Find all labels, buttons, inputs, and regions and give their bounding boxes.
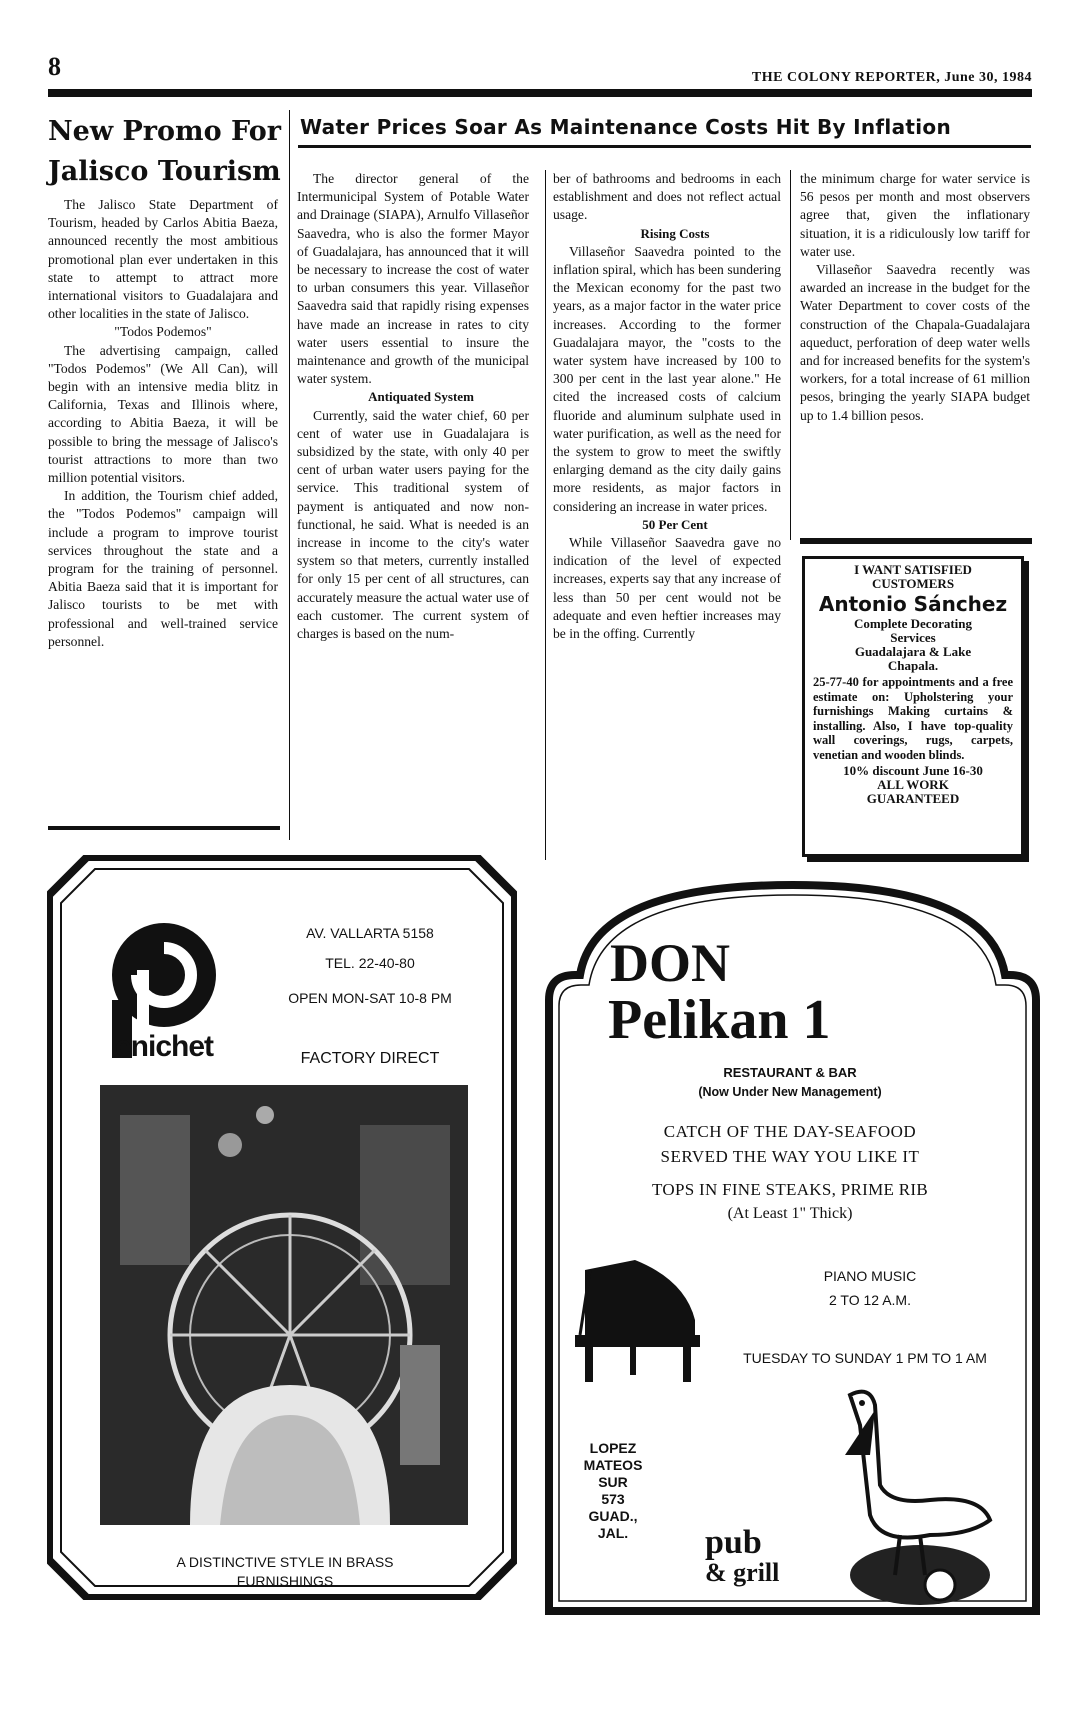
pelikan-address-6: JAL.	[597, 1525, 629, 1541]
jalisco-headline-line-1: New Promo For	[48, 116, 281, 147]
sanchez-discount: 10% discount June 16-30	[843, 763, 983, 778]
penichet-tagline	[100, 1553, 470, 1591]
pelikan-piano-1: PIANO MUSIC	[823, 1268, 917, 1284]
jalisco-paragraph-1: The Jalisco State Department of Tourism, headed by Carlos Abitia Baeza, announced recently the most ambitious promotional plan ever undertaken in this state to attempt to attract more international visitors to Guadalajara and other localities in the state of Jalisco.	[48, 197, 278, 322]
water-subhead-antiquated: Antiquated System	[368, 389, 474, 405]
pelikan-address-1: LOPEZ	[589, 1440, 637, 1456]
pelikan-address-5: GUAD.,	[588, 1508, 638, 1524]
water-c2-paragraph-1: Villaseñor Saavedra pointed to the inflation spiral, which has been sundering the Mexican economy for the past two years, as a major factor in the water price increases. According to the former Guadalajara mayor, the "costs to the water system have increased by 100 to 300 per cent in the last year alone." He cited the increased costs of calcium fluoride and aluminum sulphate used in water purification, as well as the need for the system to grow to meet the swiftly enlarging demand as the city daily gains more residents, as major factors in considering an increase in water prices.	[553, 243, 781, 514]
water-c1-paragraph-2: Currently, said the water chief, 60 per cent of water use in Guadalajara is subsidized by the state, with only 40 per cent of urban water users paying for the service. This traditional system of payment is antiquated and now non-functional, he said. What is needed is an increase in income to the city's water system so that meters, currently installed for only 15 per cent of all structures, can accurately measure the actual water use of each customer. The current system of charges is based on the num-	[297, 407, 529, 642]
masthead-rule	[48, 89, 1032, 97]
column-rule-1	[289, 110, 290, 840]
penichet-hours: OPEN MON-SAT 10-8 PM	[288, 990, 452, 1006]
water-c1-paragraph-1: The director general of the Intermunicipal System of Potable Water and Drainage (SIAPA), Arnulfo Villaseñor Saavedra, who is also the former Mayor of Guadalajara, has announced that it will be necessary to increase the cost of water to urban consumers this year. Villaseñor Saavedra said that rapidly rising expenses have made an increase in rates to city water users essential to insure the maintenance and growth of the municipal water system.	[297, 171, 529, 387]
pelikan-management: (Now Under New Management)	[698, 1085, 882, 1099]
column-rule-3	[790, 170, 791, 540]
pelikan-catch-2: SERVED THE WAY YOU LIKE IT	[660, 1147, 920, 1166]
page-number: 8	[48, 52, 61, 81]
water-subhead-rising: Rising Costs	[640, 225, 710, 241]
sanchez-line-4: Services	[890, 630, 936, 645]
column-rule-2	[545, 170, 546, 860]
pelikan-address-4: 573	[601, 1491, 625, 1507]
water-column-1	[297, 170, 529, 643]
pelikan-piano-2: 2 TO 12 A.M.	[829, 1292, 911, 1308]
penichet-tagline-1: A DISTINCTIVE STYLE IN BRASS	[176, 1554, 394, 1570]
sanchez-name: Antonio Sánchez	[818, 592, 1008, 616]
jalisco-paragraph-2: The advertising campaign, called "Todos Podemos" (We All Can), will begin with an intensive media blitz in California, Texas and Illinois where, according to Abitia Baeza, it will be possible to bring the message of Jalisco's tourist attractions to more than two million potential visitors.	[48, 342, 278, 486]
penichet-factory: FACTORY DIRECT	[300, 1050, 440, 1067]
sanchez-body: 25-77-40 for appointments and a free estimate on: Upholstering your furnishings Making curtains & installing. Also, I have top-quality wall coverings, rugs, carpets, venetian and wooden blinds.	[813, 675, 1013, 762]
penichet-address: AV. VALLARTA 5158	[306, 925, 434, 941]
water-headline: Water Prices Soar As Maintenance Costs Hit By Inflation	[300, 115, 951, 139]
pelikan-address-2: MATEOS	[583, 1457, 643, 1473]
water-column-3	[800, 170, 1030, 425]
water-c3-paragraph-1: Villaseñor Saavedra recently was awarded an increase in the budget for the Water Department to cover costs of the construction of the Chapala-Guadalajara aqueduct, perforation of deep water wells and for increased benefits for the system's workers, for a total increase of 61 million pesos, bringing the yearly SIAPA budget up to 1.4 billion pesos.	[800, 262, 1030, 423]
grand-piano-icon	[565, 1250, 705, 1390]
pelikan-days: TUESDAY TO SUNDAY 1 PM TO 1 AM	[743, 1350, 987, 1366]
water-end-rule	[800, 538, 1032, 544]
penichet-tagline-2: FURNISHINGS	[236, 1573, 334, 1589]
sanchez-ad	[802, 556, 1024, 857]
jalisco-paragraph-3: In addition, the Tourism chief added, the "Todos Podemos" campaign will include a program to improve tourist services throughout the state and a program for the training of personnel. Abitia Baeza said that it is important for Jalisco tourists to be met with professional and well-trained service personnel.	[48, 488, 278, 649]
water-column-2	[553, 170, 781, 643]
jalisco-headline-line-2: Jalisco Tourism	[48, 156, 281, 187]
pelikan-steaks: TOPS IN FINE STEAKS, PRIME RIB	[651, 1180, 928, 1199]
pelikan-address	[578, 1440, 648, 1542]
water-c3-paragraph-0: the minimum charge for water service is 56 pesos per month and most observers agree that, given the inflationary situation, it is a ridiculously low tariff for water use.	[800, 171, 1030, 259]
penichet-showroom-photo	[100, 1085, 468, 1525]
pub-grill-logo-1: pub	[705, 1524, 762, 1561]
pelikan-type: RESTAURANT & BAR	[723, 1065, 857, 1080]
pelikan-name-1: DON	[610, 933, 730, 993]
sanchez-guarantee-1: ALL WORK	[877, 777, 949, 792]
pelican-icon	[820, 1385, 1005, 1610]
sanchez-guarantee-2: GUARANTEED	[866, 791, 960, 806]
jalisco-headline	[48, 112, 288, 192]
water-c2-paragraph-0: ber of bathrooms and bedrooms in each establishment and does not reflect actual usage.	[553, 171, 781, 223]
pub-grill-logo	[705, 1524, 825, 1588]
brass-furnishings-illustration	[100, 1085, 468, 1525]
penichet-phone: TEL. 22-40-80	[325, 955, 415, 971]
pelikan-name-2: Pelikan 1	[608, 989, 831, 1051]
sanchez-line-1: I WANT SATISFIED	[854, 562, 972, 577]
water-subhead-50: 50 Per Cent	[642, 516, 708, 532]
sanchez-line-5: Guadalajara & Lake	[854, 644, 972, 659]
sanchez-line-3: Complete Decorating	[853, 616, 973, 631]
water-c2-paragraph-2: While Villaseñor Saavedra gave no indication of the level of expected increases, experts say that any increase of less than 50 per cent would not be adequate and even heftier increases may be in the offing. Currently	[553, 535, 781, 642]
jalisco-subhead: "Todos Podemos"	[114, 324, 212, 340]
sanchez-line-2: CUSTOMERS	[871, 576, 955, 591]
pelikan-catch-1: CATCH OF THE DAY-SEAFOOD	[663, 1122, 917, 1141]
masthead: THE COLONY REPORTER, June 30, 1984	[751, 70, 1032, 85]
penichet-logo-text: enichet	[115, 1030, 214, 1063]
pelikan-address-3: SUR	[598, 1474, 628, 1490]
jalisco-end-rule	[48, 826, 280, 830]
sanchez-line-6: Chapala.	[887, 658, 939, 673]
pub-grill-logo-2: & grill	[705, 1558, 780, 1587]
jalisco-article	[48, 196, 278, 651]
pelikan-thick: (At Least 1" Thick)	[727, 1205, 853, 1222]
water-headline-rule	[298, 145, 1031, 148]
